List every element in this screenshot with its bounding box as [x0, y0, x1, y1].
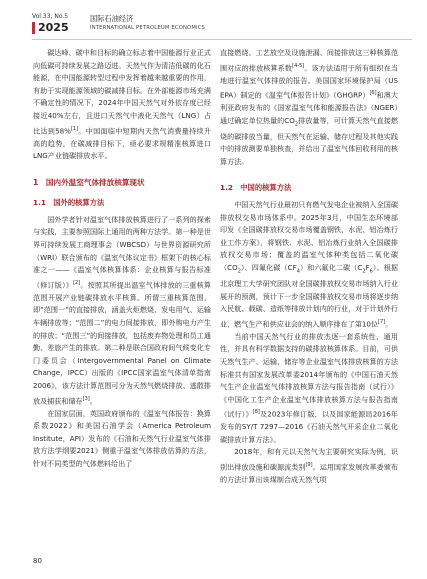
citation[interactable]: [6]	[369, 90, 377, 97]
subscript: 2	[237, 268, 241, 275]
subscript: 2	[362, 268, 366, 275]
text: 。	[89, 395, 97, 405]
journal-title-cn: 国际石油经济	[90, 14, 134, 23]
text: 。中国面临中短期内天然气消费量持续升高的趋势，在碳减排目标下，亟必要求规精准核算进口LNG产业链碳排放水平。	[33, 125, 211, 161]
subsection-heading: 1.1 国外的核算方法	[33, 198, 105, 208]
citation[interactable]: [4-5]	[292, 62, 305, 69]
issue-year	[32, 21, 69, 34]
text: 排放量等，可计算天然气直接燃烧的碳排放当量，但天然气在运输、储存过程及其他实践中的排放测要单独核查，并给出了温室气体回收利用的核算方法。	[220, 115, 399, 166]
text: 中国天然气行业最初只有燃气发电企业被纳入全国碳排放权交易市场体系中。2025年3月，中国生态环境部印发《全国碳排放权交易市场覆盖钢铁、水泥、铝冶炼行业工作方案》，将钢铁、水泥、铝冶炼行业纳入全国碳排放权交易市场；覆盖的温室气体种类包括二氧化碳（CO	[220, 200, 398, 273]
citation[interactable]: [7]	[378, 318, 386, 325]
citation[interactable]: [3]	[82, 395, 90, 402]
text: 。按照其所提出温室气体排放的三重核算范围开展产业链碳排放水平核算。所谓三重核算范围，即“范围一”的直接排放，涵盖火炬燃烧、发电用气、运输车辆排放等；“范围二”的电力间接排放，即外购电力产生的排放；“范围三”的间接排放，包括废弃物处理和员工通勤、差旅产生的排放。第二种是联合国政府间气候变化专门委员会（Intergovernmental Panel on Climate Change，IPCC）出版的《IPCC国家温室气体清单指南2006》，该方法计算范围可分为天然气燃烧排放、逃散排放及捕获和储存	[33, 280, 212, 405]
text: ）、四氟化碳（CF	[240, 263, 297, 273]
right-column	[220, 47, 398, 487]
text: 直接燃烧、工艺放空及设施泄漏、间接排放这三种核算范围对应的排放核算系数	[220, 48, 398, 72]
text: 碳达峰、碳中和目标的确立标志着中国能源行业正式向低碳可持续发展之路迈进。天然气作为清洁低碳的化石能源，在中国能源转型过程中发挥着越来越重要的作用，有助于实现能源领域的碳减排目标。在外部能源市场充满不确定性的情况下，2024年中国天然气对外依存度已经接近40%左右，且进口天然气中液化天然气（LNG）占比达到58%	[33, 48, 211, 135]
page-number: 80	[33, 557, 42, 565]
text: ）。根据北京理工大学研究团队对全国碳排放权交易市场纳入行业展开的预测，预计下一步全国碳排放权交易市场将逐步纳入民航、载碳、造纸等排放计划内的行业，对于计划外行业，燃气生产和供应业会的纳入顺序排在了第10位	[220, 263, 399, 329]
paragraph-standards	[220, 331, 398, 447]
text: 及2023年修订版，以及国家能源局2016年发布的SY/T 7297—2016《石油天然气开采企业二氧化碳排放计算方法》。	[220, 409, 399, 444]
subsection-heading: 1.2 中国的核算方法	[220, 183, 292, 193]
paragraph-national-level: 在国家层面，英国政府颁布的《温室气体报告：换算系数2022》和美国石油学会（America Petroleum Institute，API）发布的《石油和天然气行业温室气体排放方法学纲要2021》侧重于温室气体排放估算的方法，针对不同类型的气体燃料给出了	[33, 408, 211, 468]
left-column	[33, 47, 211, 470]
paragraph-2018	[220, 446, 398, 486]
text: 。运用国家发展改革委颁布的方法计算出该煤制合成天然气项	[220, 462, 398, 485]
citation[interactable]: [9]	[305, 462, 313, 469]
year-accent-bar	[32, 22, 35, 34]
citation[interactable]: [2]	[73, 279, 81, 286]
text: 国外学者针对温室气体排放核算进行了一系列的探索与实践，主要参照国际上通用的两种方法学。第一种是世界可持续发展工商理事会（WBCSD）与世界资源研究所（WRI）联合颁布的《温室气体议定书》框架下的核心标准之一——《温室气体核算体系：企业核算与报告标准（修订版）》	[33, 214, 211, 290]
text: ）和六氟化二碳（C	[299, 263, 363, 273]
subscript: 2	[294, 121, 299, 128]
text: 。	[385, 319, 393, 329]
text: 2018年，和有元以天然气为主要研究实际为例，识别出排放设施和碳源流类别	[220, 447, 398, 472]
citation[interactable]: [8]	[252, 409, 260, 416]
text: F	[365, 263, 370, 273]
volume-number: Vol.33, No.5	[32, 13, 69, 20]
subscript: 4	[296, 268, 300, 275]
paragraph-china-market	[220, 199, 398, 331]
text: 。该方法适用于所有组织在当地进行温室气体排放的报告。美国国家环境保护局（US EPA）制定的《温室气体报告计划》（GHGRP）	[220, 62, 398, 100]
text: 当前中国天然气行业的排放杰逐一套系统性、通用性，并具有科学数据支持的碳排放核算体系。目前，可供天然气生产、运输、储存等企业温室气体排放核算的方法标准共有国家发展改革委2014年颁布的《中国石油天然气生产企业温室气体排放核算方法与报告指南（试行）》《中国化工生产企业温室气体排放核算方法与报告指南（试行）》	[220, 331, 398, 419]
page-header	[32, 10, 412, 40]
paragraph-continued	[220, 47, 398, 168]
header-divider	[32, 39, 412, 40]
paragraph-foreign-methods	[33, 214, 211, 408]
paragraph-intro	[33, 47, 211, 163]
journal-title-en: INTERNATIONAL PETROLEUM ECONOMICS	[90, 25, 206, 31]
text: 和澳大利亚政府发布的《国家温室气体和能源报告法》（NGER）通过确定单位热量的CO	[220, 90, 398, 125]
citation[interactable]: [1]	[70, 125, 79, 132]
subscript: 6	[369, 268, 373, 275]
section-heading: 1 国内外温室气体排放核算现状	[33, 177, 145, 187]
year-text: 2025	[38, 21, 69, 34]
